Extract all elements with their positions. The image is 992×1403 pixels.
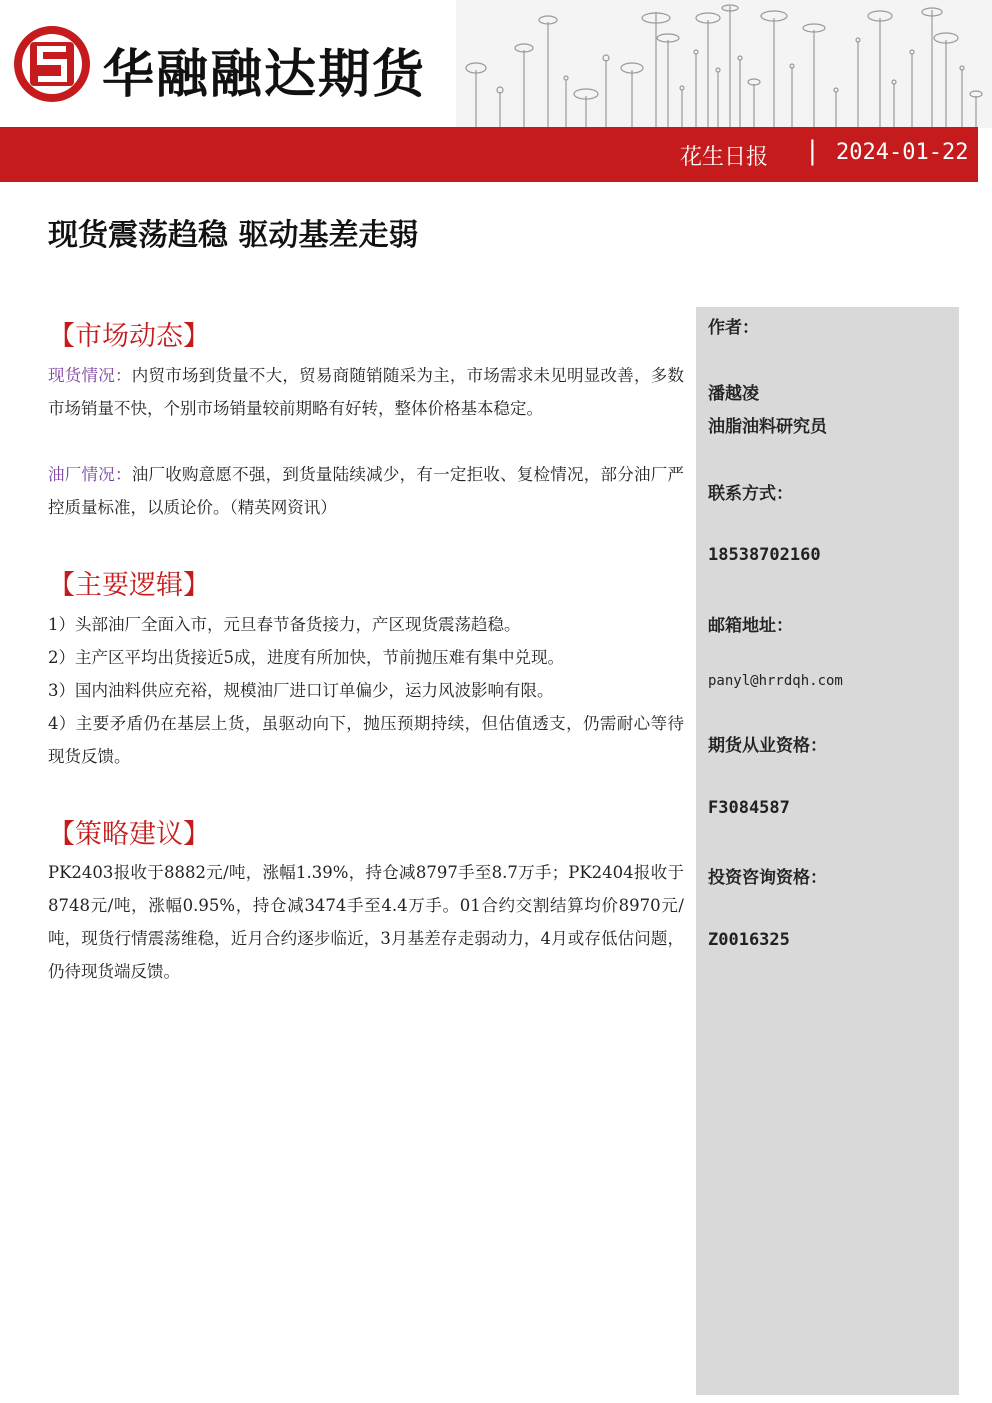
header-separator: | bbox=[808, 136, 817, 166]
market-section-heading: 【市场动态】 bbox=[48, 321, 210, 352]
page-title: 现货震荡趋稳 驱动基差走弱 bbox=[48, 218, 419, 253]
header-band bbox=[0, 127, 978, 182]
logic-section-heading: 【主要逻辑】 bbox=[48, 570, 210, 601]
futures-qualification-label: 期货从业资格： bbox=[708, 736, 827, 756]
author-label: 作者： bbox=[708, 318, 759, 338]
mill-paragraph bbox=[48, 458, 684, 524]
investment-qualification-label: 投资咨询资格： bbox=[708, 868, 827, 888]
logic-item-2: 2）主产区平均出货接近5成，进度有所加快，节前抛压难有集中兑现。 bbox=[48, 648, 564, 667]
email-label: 邮箱地址： bbox=[708, 616, 793, 636]
decorative-pattern-icon bbox=[456, 0, 992, 128]
company-logo bbox=[10, 22, 440, 112]
email-address[interactable]: panyl@hrrdqh.com bbox=[708, 673, 843, 689]
investment-qualification-number: Z0016325 bbox=[708, 930, 790, 950]
mill-text: 油厂收购意愿不强，到货量陆续减少，有一定拒收、复检情况，部分油厂严控质量标准，以质论价。（精英网资讯） bbox=[48, 465, 685, 517]
report-type: 花生日报 bbox=[680, 145, 769, 170]
author-title: 油脂油料研究员 bbox=[708, 417, 827, 437]
phone-number: 18538702160 bbox=[708, 545, 821, 565]
spot-paragraph bbox=[48, 359, 684, 425]
header-decoration bbox=[456, 0, 992, 128]
strategy-section-heading: 【策略建议】 bbox=[48, 819, 210, 850]
report-date: 2024-01-22 bbox=[836, 140, 969, 165]
author-name: 潘越凌 bbox=[708, 384, 759, 404]
futures-qualification-number: F3084587 bbox=[708, 798, 790, 818]
mill-label: 油厂情况： bbox=[48, 465, 132, 484]
contact-label: 联系方式： bbox=[708, 484, 793, 504]
company-name: 华融融达期货 bbox=[102, 45, 427, 105]
logic-item-1: 1）头部油厂全面入市，元旦春节备货接力，产区现货震荡趋稳。 bbox=[48, 615, 521, 634]
spot-text: 内贸市场到货量不大，贸易商随销随采为主，市场需求未见明显改善，多数市场销量不快，个别市场销量较前期略有好转，整体价格基本稳定。 bbox=[48, 366, 685, 418]
logic-item-3: 3）国内油料供应充裕，规模油厂进口订单偏少，运力风波影响有限。 bbox=[48, 681, 554, 700]
author-sidebar bbox=[696, 307, 959, 1395]
logic-item-4: 4）主要矛盾仍在基层上货，虽驱动向下，抛压预期持续，但估值透支，仍需耐心等待现货反馈。 bbox=[48, 714, 684, 766]
company-logo-icon bbox=[10, 22, 94, 106]
spot-label: 现货情况： bbox=[48, 366, 132, 385]
strategy-paragraph: PK2403报收于8882元/吨，涨幅1.39%，持仓减8797手至8.7万手；PK2404报收于8748元/吨，涨幅0.95%，持仓减3474手至4.4万手。01合约交割结算均价8970元/吨，现货行情震荡维稳，近月合约逐步临近，3月基差存走弱动力，4月或存低估问题，仍待现货端反馈。 bbox=[48, 863, 684, 981]
